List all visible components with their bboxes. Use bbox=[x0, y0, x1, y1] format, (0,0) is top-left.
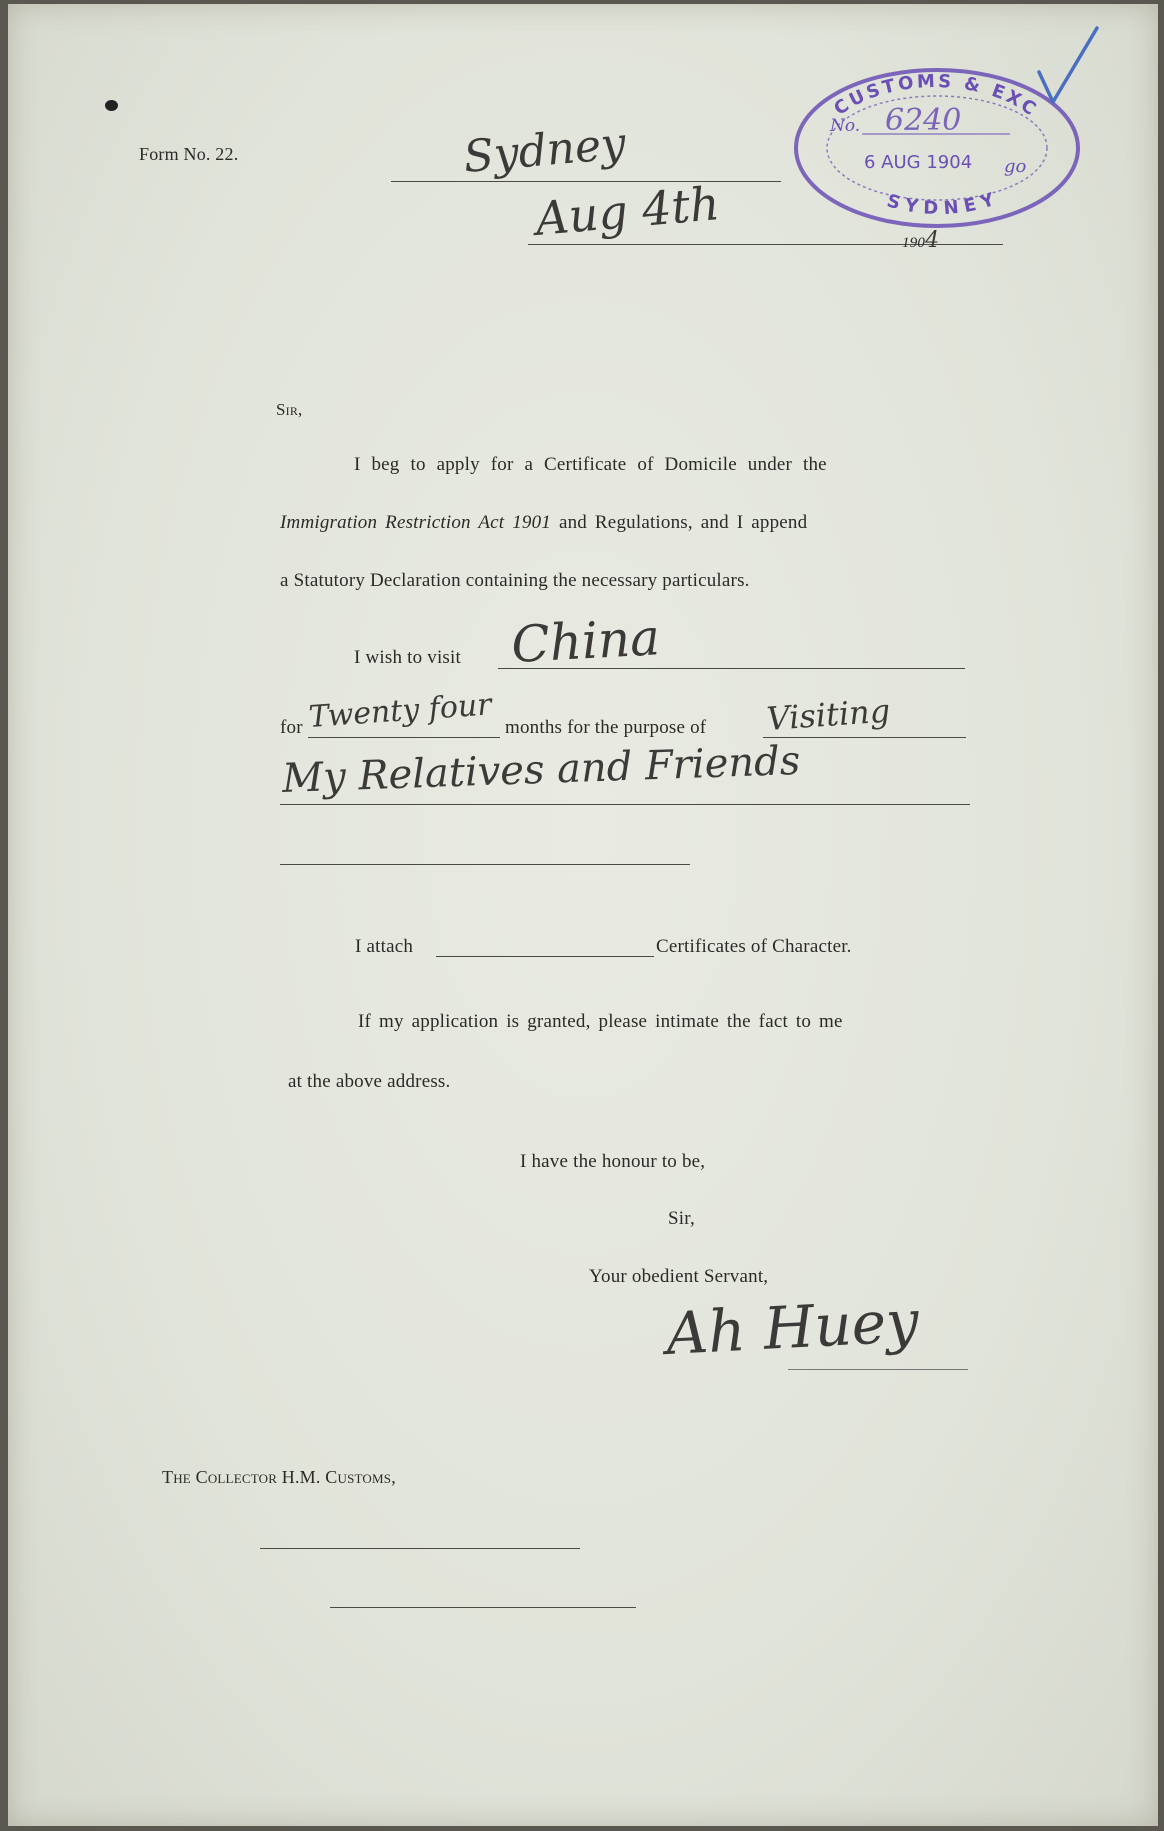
form-number: Form No. 22. bbox=[139, 144, 239, 164]
handwritten-place: Sydney bbox=[461, 118, 628, 183]
handwritten-signature: Ah Huey bbox=[664, 1286, 921, 1368]
handwritten-purpose-line2: My Relatives and Friends bbox=[281, 737, 801, 802]
addressee: The Collector H.M. Customs, bbox=[162, 1467, 396, 1487]
stamp-date: 6 AUG 1904 bbox=[864, 152, 973, 173]
year-written-digit: 4 bbox=[925, 228, 940, 253]
purpose-line3 bbox=[280, 864, 690, 865]
duration-prefix: for bbox=[280, 717, 303, 738]
stamp-bottom-text: SYDNEY bbox=[884, 187, 1003, 220]
purpose-line2 bbox=[280, 804, 970, 805]
handwritten-date: Aug 4th bbox=[533, 176, 722, 246]
closing-line1: I have the honour to be, bbox=[520, 1151, 706, 1172]
salutation: Sir, bbox=[276, 400, 303, 419]
handwritten-purpose-line1: Visiting bbox=[765, 691, 892, 738]
handwritten-duration: Twenty four bbox=[307, 687, 493, 735]
year-printed-digits: 190 bbox=[902, 235, 926, 251]
closing-line3: Your obedient Servant, bbox=[589, 1266, 769, 1287]
attach-prefix: I attach bbox=[355, 936, 414, 957]
place-line bbox=[391, 181, 781, 182]
paragraph1-line2-rest: and Regulations, and I append bbox=[551, 512, 808, 533]
act-name: Immigration Restriction Act 1901 bbox=[280, 512, 551, 533]
attach-suffix: Certificates of Character. bbox=[656, 936, 852, 957]
document-page bbox=[8, 4, 1158, 1826]
granted-line1: If my application is granted, please intimate the fact to me bbox=[358, 1011, 843, 1032]
granted-line2: at the above address. bbox=[288, 1071, 451, 1092]
visit-label: I wish to visit bbox=[354, 647, 461, 668]
stamp-number-prefix: No. bbox=[830, 116, 861, 136]
check-mark-icon bbox=[1033, 22, 1103, 112]
ink-spot bbox=[105, 100, 118, 111]
signature-line bbox=[788, 1369, 968, 1370]
stamp-number: 6240 bbox=[885, 103, 962, 138]
address-line1 bbox=[260, 1548, 580, 1549]
svg-text:SYDNEY bbox=[885, 187, 1003, 219]
paragraph1-line2 bbox=[280, 512, 807, 534]
stamp-initials: go bbox=[1004, 156, 1027, 177]
stamp-top-text: CUSTOMS & EXC bbox=[830, 70, 1043, 122]
handwritten-destination: China bbox=[509, 608, 662, 674]
attach-line bbox=[436, 956, 654, 957]
paragraph1-line3: a Statutory Declaration containing the necessary particulars. bbox=[280, 570, 750, 591]
closing-line2: Sir, bbox=[668, 1208, 695, 1229]
paragraph1-line1: I beg to apply for a Certificate of Domicile under the bbox=[354, 454, 827, 475]
duration-middle: months for the purpose of bbox=[505, 717, 707, 738]
address-line2 bbox=[330, 1607, 636, 1608]
duration-line bbox=[308, 737, 500, 738]
